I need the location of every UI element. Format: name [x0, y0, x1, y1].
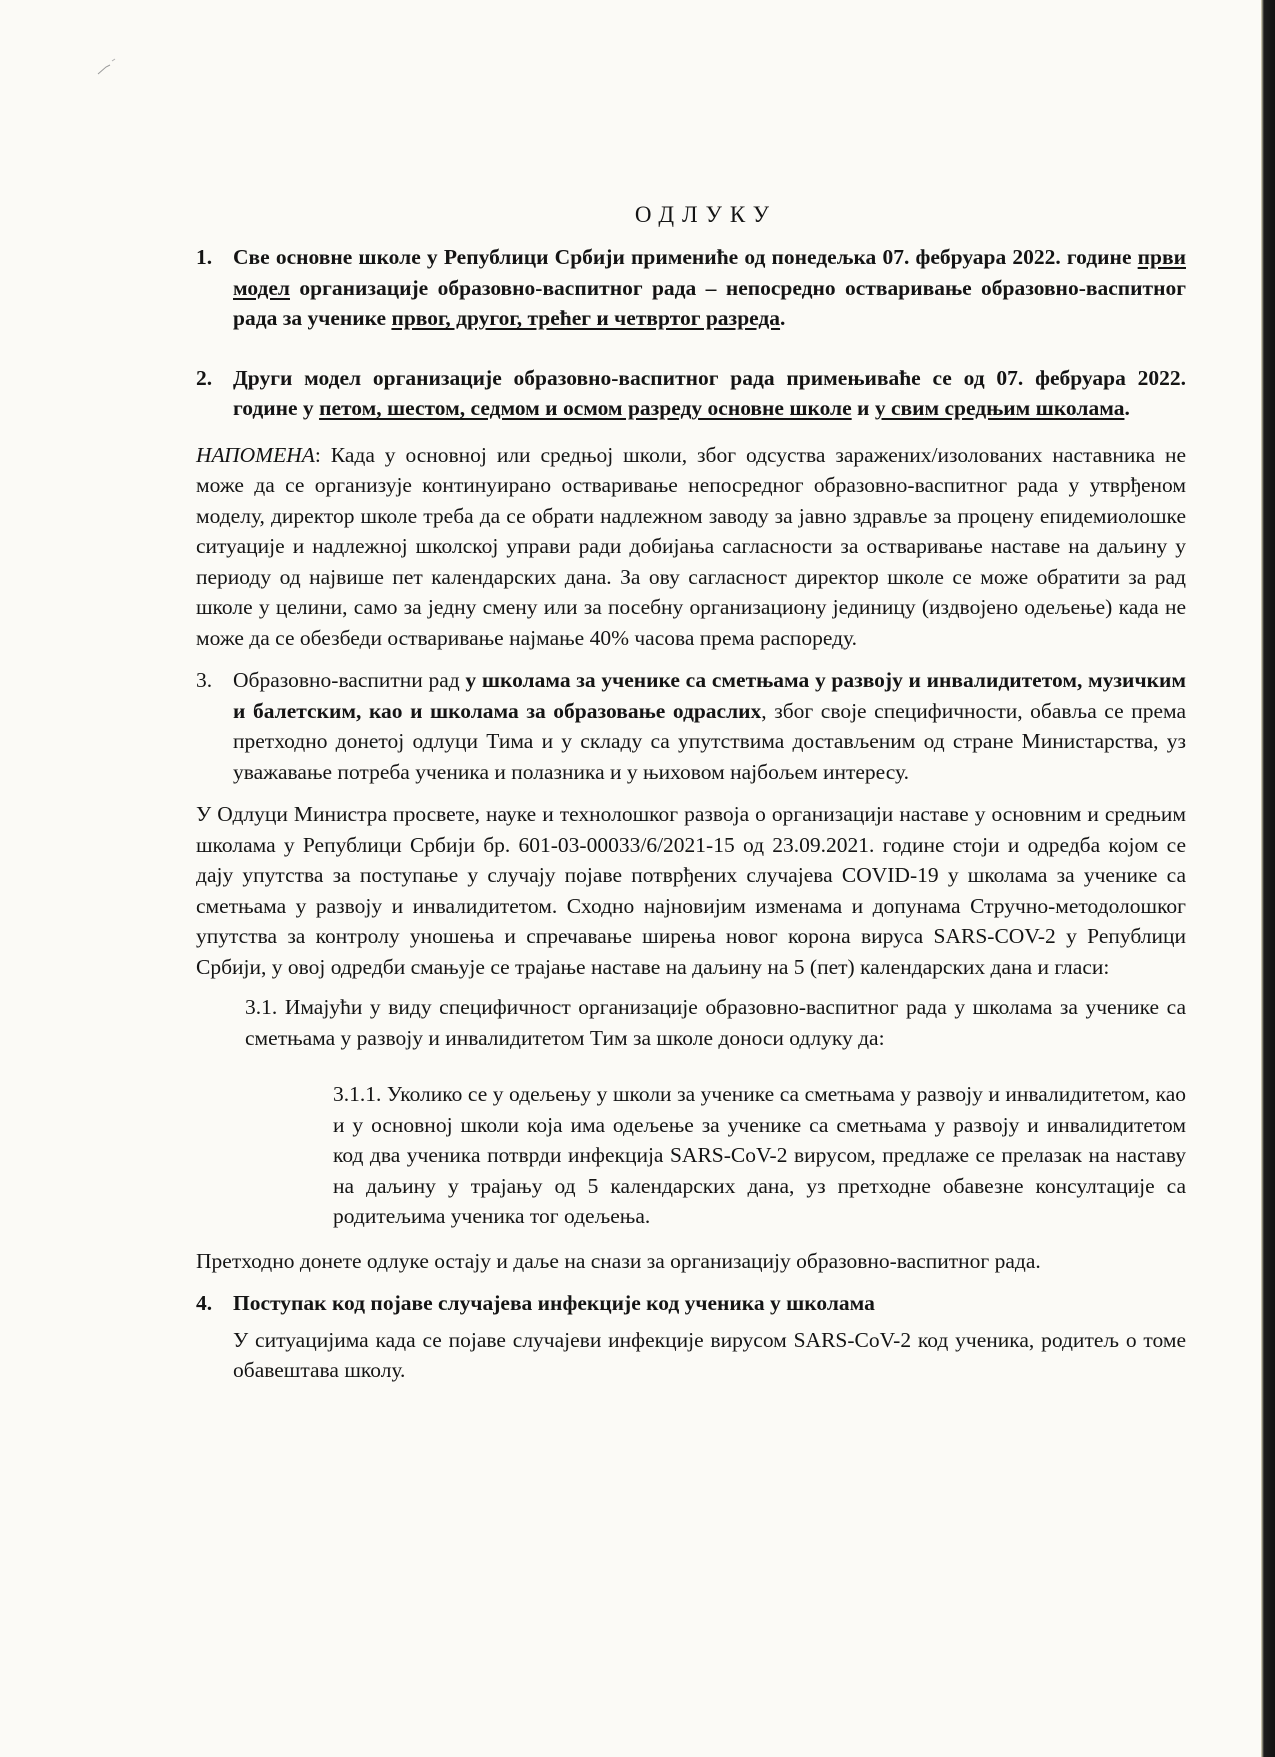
note-paragraph: НАПОМЕНА: Када у основној или средњој школи, због одсуства заражених/изолованих наставника не може да се организује континуирано остваривање непосредног образовно-васпитног рада у утврђеном моделу, директор школе треба да се обрати надлежном заводу за јавно здравље за процену епидемиолошке ситуације и надлежној школској управи ради добијања сагласности за остваривање наставе на даљину у периоду од највише пет календарских дана. За ову сагласност директор школе се може обратити за рад школе у целини, само за једну смену или за посебну организациону јединицу (издвојено одељење) када не може да се обезбеди остваривање најмање 40% часова према распореду.: [196, 442, 1186, 650]
item-2: 2. Други модел организације образовно-васпитног рада примењиваће се од 07. фебруара 2022. године у петом, шестом, седмом и осмом разреду основне школе и у свим средњим школама.: [196, 363, 1186, 424]
subitem-3-1-1: 3.1.1. Уколико се у одељењу у школи за ученике са сметњама у развоју и инвалидитетом, као и у основној школи која има одељење за ученике са сметњама у развоју и инвалидитетом код два ученика потврди инфекција SARS-CoV-2 вирусом, предлаже се прелазак на наставу на даљину у трајању од 5 календарских дана, уз претходне обавезне консултације са родитељима ученика тог одељења.: [333, 1082, 1186, 1228]
previous-decisions-paragraph: Претходно донете одлуке остају и даље на снази за организацију образовно-васпитног рада.: [196, 1248, 1041, 1273]
item-4-text: У ситуацијима када се појаве случајеви инфекције вирусом SARS-CoV-2 код ученика, родитељ о томе обавештава школу.: [233, 1327, 1186, 1382]
decision-reference-paragraph: У Одлуци Министра просвете, науке и технолошког развоја о организацији наставе у основним и средњим школама у Републици Србији бр. 601-03-00033/6/2021-15 од 23.09.2021. године стоји и одредба којом се дају упутства за поступање у случају појаве потврђених случајева COVID-19 у школама за ученике са сметњама у развоју и инвалидитетом. Сходно најновијим изменама и допунама Стручно-методолошког упутства за контролу уношења и спречавање ширења новог корона вируса SARS-COV-2 у Републици Србији, у овој одредби смањује се трајање наставе на даљину на 5 (пет) календарских дана и гласи:: [196, 802, 1186, 979]
document-body: [196, 202, 1186, 1386]
decision-heading: ОДЛУКУ: [634, 202, 778, 227]
subitem-3-1: 3.1. Имајући у виду специфичност организације образовно-васпитног рада у школама за ученике са сметњама у развоју и инвалидитетом Тим за школе доноси одлуку да:: [245, 995, 1186, 1050]
item-3-number: 3.: [196, 668, 213, 692]
note-label: НАПОМЕНА: [196, 442, 315, 467]
item-1: 1. Све основне школе у Републици Србији примениће од понедељка 07. фебруара 2022. године први модел организације образовно-васпитног рада – непосредно остваривање образовно-васпитног рада за ученике првог, другог, трећег и четвртог разреда.: [196, 242, 1186, 334]
item-4-title: 4. Поступак код појаве случајева инфекције код ученика у школама: [196, 1288, 1186, 1319]
scan-edge: [1261, 0, 1275, 1757]
item-1-number: 1.: [196, 245, 213, 269]
item-4-number: 4.: [196, 1291, 213, 1315]
item-2-number: 2.: [196, 365, 213, 390]
scan-mark: [96, 58, 118, 76]
item-3: 3. Образовно-васпитни рад у школама за ученике са сметњама у развоју и инвалидитетом, музичким и балетским, као и школама за образовање одраслих, због своје специфичности, обавља се према претходно донетој одлуци Тима и у складу са упутствима достављеним од стране Министарства, уз уважавање потреба ученика и полазника и у њиховом најбољем интересу.: [196, 665, 1186, 787]
